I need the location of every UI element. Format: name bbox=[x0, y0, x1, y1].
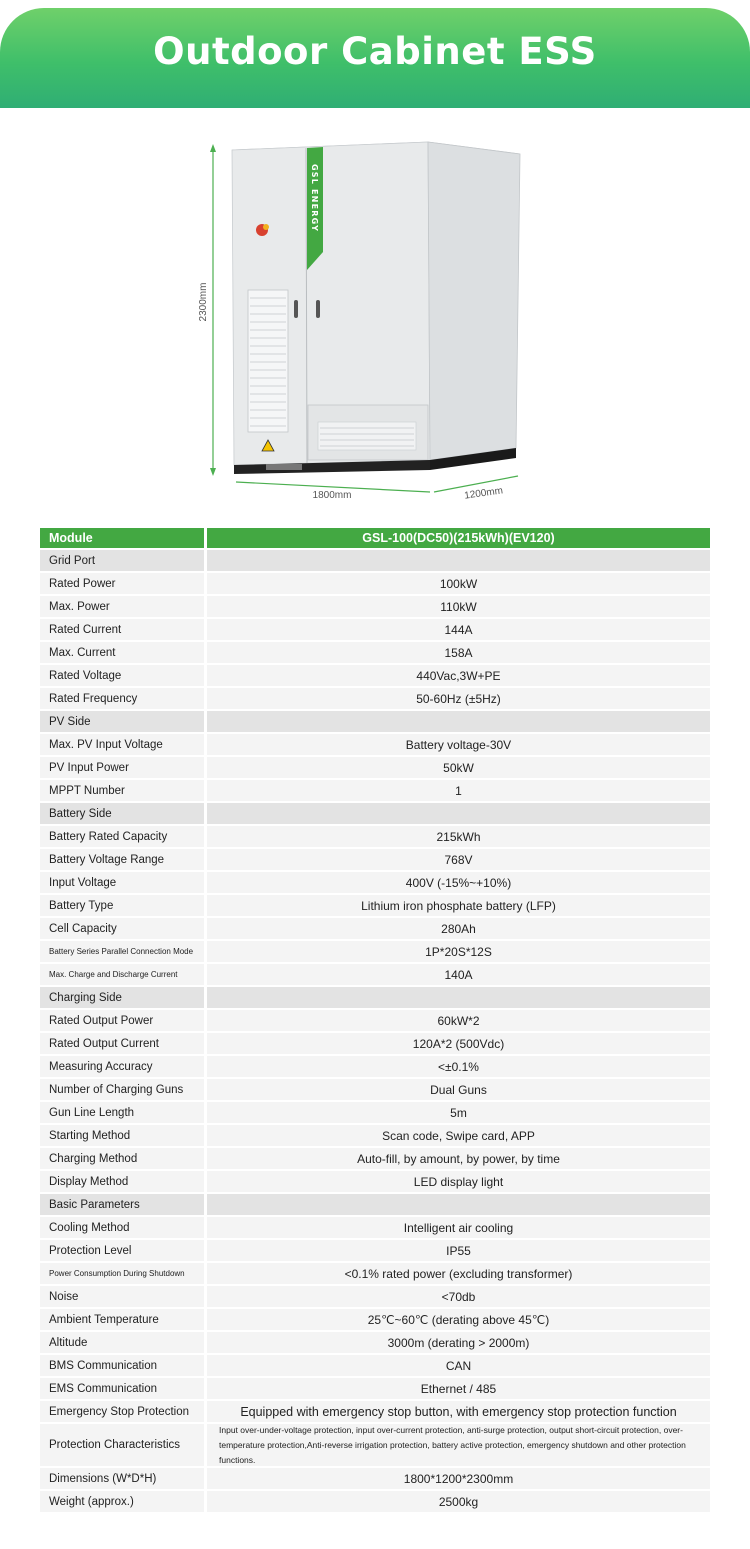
spec-value: Equipped with emergency stop button, with emergency stop protection function bbox=[207, 1401, 710, 1422]
spec-value bbox=[207, 550, 710, 571]
table-row bbox=[40, 1102, 710, 1123]
spec-value: 100kW bbox=[207, 573, 710, 594]
spec-value bbox=[207, 1194, 710, 1215]
spec-value: Dual Guns bbox=[207, 1079, 710, 1100]
spec-label: MPPT Number bbox=[40, 780, 204, 801]
section-row bbox=[40, 711, 710, 732]
table-row bbox=[40, 619, 710, 640]
brand-label: GSL ENERGY bbox=[310, 164, 319, 233]
spec-table bbox=[40, 528, 710, 1514]
table-row bbox=[40, 1309, 710, 1330]
section-row bbox=[40, 1194, 710, 1215]
table-row bbox=[40, 1491, 710, 1512]
spec-value: <0.1% rated power (excluding transformer) bbox=[207, 1263, 710, 1284]
table-row bbox=[40, 1240, 710, 1261]
table-row bbox=[40, 1332, 710, 1353]
table-row bbox=[40, 1125, 710, 1146]
header-model: GSL-100(DC50)(215kWh)(EV120) bbox=[207, 528, 710, 548]
spec-label: BMS Communication bbox=[40, 1355, 204, 1376]
spec-label: Max. Charge and Discharge Current bbox=[40, 964, 204, 985]
spec-label: Input Voltage bbox=[40, 872, 204, 893]
spec-label: Rated Current bbox=[40, 619, 204, 640]
table-row bbox=[40, 1056, 710, 1077]
spec-label: Battery Series Parallel Connection Mode bbox=[40, 941, 204, 962]
spec-value: 60kW*2 bbox=[207, 1010, 710, 1031]
table-row bbox=[40, 895, 710, 916]
spec-label: EMS Communication bbox=[40, 1378, 204, 1399]
spec-value: 110kW bbox=[207, 596, 710, 617]
table-row bbox=[40, 964, 710, 985]
spec-value: 2500kg bbox=[207, 1491, 710, 1512]
spec-label: Battery Type bbox=[40, 895, 204, 916]
spec-label: Max. Power bbox=[40, 596, 204, 617]
spec-value: Lithium iron phosphate battery (LFP) bbox=[207, 895, 710, 916]
spec-value: <70db bbox=[207, 1286, 710, 1307]
table-row bbox=[40, 1355, 710, 1376]
spec-label: Weight (approx.) bbox=[40, 1491, 204, 1512]
table-row bbox=[40, 1468, 710, 1489]
table-row bbox=[40, 1171, 710, 1192]
spec-label: Rated Output Current bbox=[40, 1033, 204, 1054]
spec-value: <±0.1% bbox=[207, 1056, 710, 1077]
spec-value: 25℃~60℃ (derating above 45℃) bbox=[207, 1309, 710, 1330]
spec-value bbox=[207, 711, 710, 732]
table-row bbox=[40, 642, 710, 663]
spec-value: 1P*20S*12S bbox=[207, 941, 710, 962]
spec-label: Max. Current bbox=[40, 642, 204, 663]
spec-label: Noise bbox=[40, 1286, 204, 1307]
spec-value: LED display light bbox=[207, 1171, 710, 1192]
spec-label: Number of Charging Guns bbox=[40, 1079, 204, 1100]
section-row bbox=[40, 803, 710, 824]
table-row bbox=[40, 941, 710, 962]
table-row bbox=[40, 918, 710, 939]
section-title: Basic Parameters bbox=[40, 1194, 204, 1215]
table-row bbox=[40, 573, 710, 594]
table-row bbox=[40, 780, 710, 801]
spec-value: Input over-under-voltage protection, input over-current protection, anti-surge protection, output short-circuit protection, over-temperature protection,Anti-reverse irrigation protection, battery active protection, emergency shutdown and other protection functions. bbox=[207, 1424, 710, 1466]
spec-value: 280Ah bbox=[207, 918, 710, 939]
width-label: 1800mm bbox=[312, 490, 352, 501]
table-row bbox=[40, 1263, 710, 1284]
height-label: 2300mm bbox=[198, 282, 209, 322]
table-row bbox=[40, 872, 710, 893]
table-row bbox=[40, 596, 710, 617]
spec-label: Protection Characteristics bbox=[40, 1424, 204, 1466]
cabinet-illustration bbox=[190, 130, 530, 510]
table-row bbox=[40, 1010, 710, 1031]
section-title: Charging Side bbox=[40, 987, 204, 1008]
spec-value: 440Vac,3W+PE bbox=[207, 665, 710, 686]
table-row bbox=[40, 849, 710, 870]
table-row bbox=[40, 1079, 710, 1100]
spec-value: 144A bbox=[207, 619, 710, 640]
spec-value bbox=[207, 987, 710, 1008]
table-row bbox=[40, 757, 710, 778]
table-row bbox=[40, 665, 710, 686]
spec-value: Ethernet / 485 bbox=[207, 1378, 710, 1399]
spec-value: Battery voltage-30V bbox=[207, 734, 710, 755]
section-title: PV Side bbox=[40, 711, 204, 732]
section-title: Grid Port bbox=[40, 550, 204, 571]
spec-value: Auto-fill, by amount, by power, by time bbox=[207, 1148, 710, 1169]
spec-label: Max. PV Input Voltage bbox=[40, 734, 204, 755]
spec-value: 1 bbox=[207, 780, 710, 801]
spec-label: Charging Method bbox=[40, 1148, 204, 1169]
spec-label: Power Consumption During Shutdown bbox=[40, 1263, 204, 1284]
spec-label: Emergency Stop Protection bbox=[40, 1401, 204, 1422]
spec-label: Altitude bbox=[40, 1332, 204, 1353]
spec-label: Starting Method bbox=[40, 1125, 204, 1146]
table-row bbox=[40, 1424, 710, 1466]
table-row bbox=[40, 734, 710, 755]
spec-value: 50kW bbox=[207, 757, 710, 778]
table-row bbox=[40, 1378, 710, 1399]
header-label: Module bbox=[40, 528, 204, 548]
spec-value: Scan code, Swipe card, APP bbox=[207, 1125, 710, 1146]
spec-value: IP55 bbox=[207, 1240, 710, 1261]
spec-label: Protection Level bbox=[40, 1240, 204, 1261]
product-image bbox=[190, 130, 530, 510]
spec-label: Cell Capacity bbox=[40, 918, 204, 939]
page-title: Outdoor Cabinet ESS bbox=[153, 30, 597, 73]
table-row bbox=[40, 1217, 710, 1238]
spec-value: Intelligent air cooling bbox=[207, 1217, 710, 1238]
table-row bbox=[40, 688, 710, 709]
spec-value: CAN bbox=[207, 1355, 710, 1376]
spec-label: Rated Frequency bbox=[40, 688, 204, 709]
table-header-row bbox=[40, 528, 710, 548]
spec-label: Measuring Accuracy bbox=[40, 1056, 204, 1077]
spec-label: Rated Output Power bbox=[40, 1010, 204, 1031]
spec-label: PV Input Power bbox=[40, 757, 204, 778]
depth-label: 1200mm bbox=[463, 485, 504, 502]
spec-label: Rated Voltage bbox=[40, 665, 204, 686]
table-row bbox=[40, 1401, 710, 1422]
spec-value: 3000m (derating > 2000m) bbox=[207, 1332, 710, 1353]
spec-label: Battery Voltage Range bbox=[40, 849, 204, 870]
spec-label: Gun Line Length bbox=[40, 1102, 204, 1123]
spec-label: Display Method bbox=[40, 1171, 204, 1192]
spec-value: 400V (-15%~+10%) bbox=[207, 872, 710, 893]
spec-label: Dimensions (W*D*H) bbox=[40, 1468, 204, 1489]
spec-value: 140A bbox=[207, 964, 710, 985]
table-row bbox=[40, 1033, 710, 1054]
table-row bbox=[40, 1286, 710, 1307]
spec-value: 50-60Hz (±5Hz) bbox=[207, 688, 710, 709]
spec-value: 5m bbox=[207, 1102, 710, 1123]
table-row bbox=[40, 826, 710, 847]
spec-value bbox=[207, 803, 710, 824]
section-row bbox=[40, 987, 710, 1008]
spec-value: 768V bbox=[207, 849, 710, 870]
table-row bbox=[40, 1148, 710, 1169]
spec-value: 120A*2 (500Vdc) bbox=[207, 1033, 710, 1054]
spec-label: Ambient Temperature bbox=[40, 1309, 204, 1330]
spec-label: Battery Rated Capacity bbox=[40, 826, 204, 847]
spec-label: Cooling Method bbox=[40, 1217, 204, 1238]
spec-label: Rated Power bbox=[40, 573, 204, 594]
section-row bbox=[40, 550, 710, 571]
spec-value: 1800*1200*2300mm bbox=[207, 1468, 710, 1489]
spec-value: 158A bbox=[207, 642, 710, 663]
spec-value: 215kWh bbox=[207, 826, 710, 847]
section-title: Battery Side bbox=[40, 803, 204, 824]
